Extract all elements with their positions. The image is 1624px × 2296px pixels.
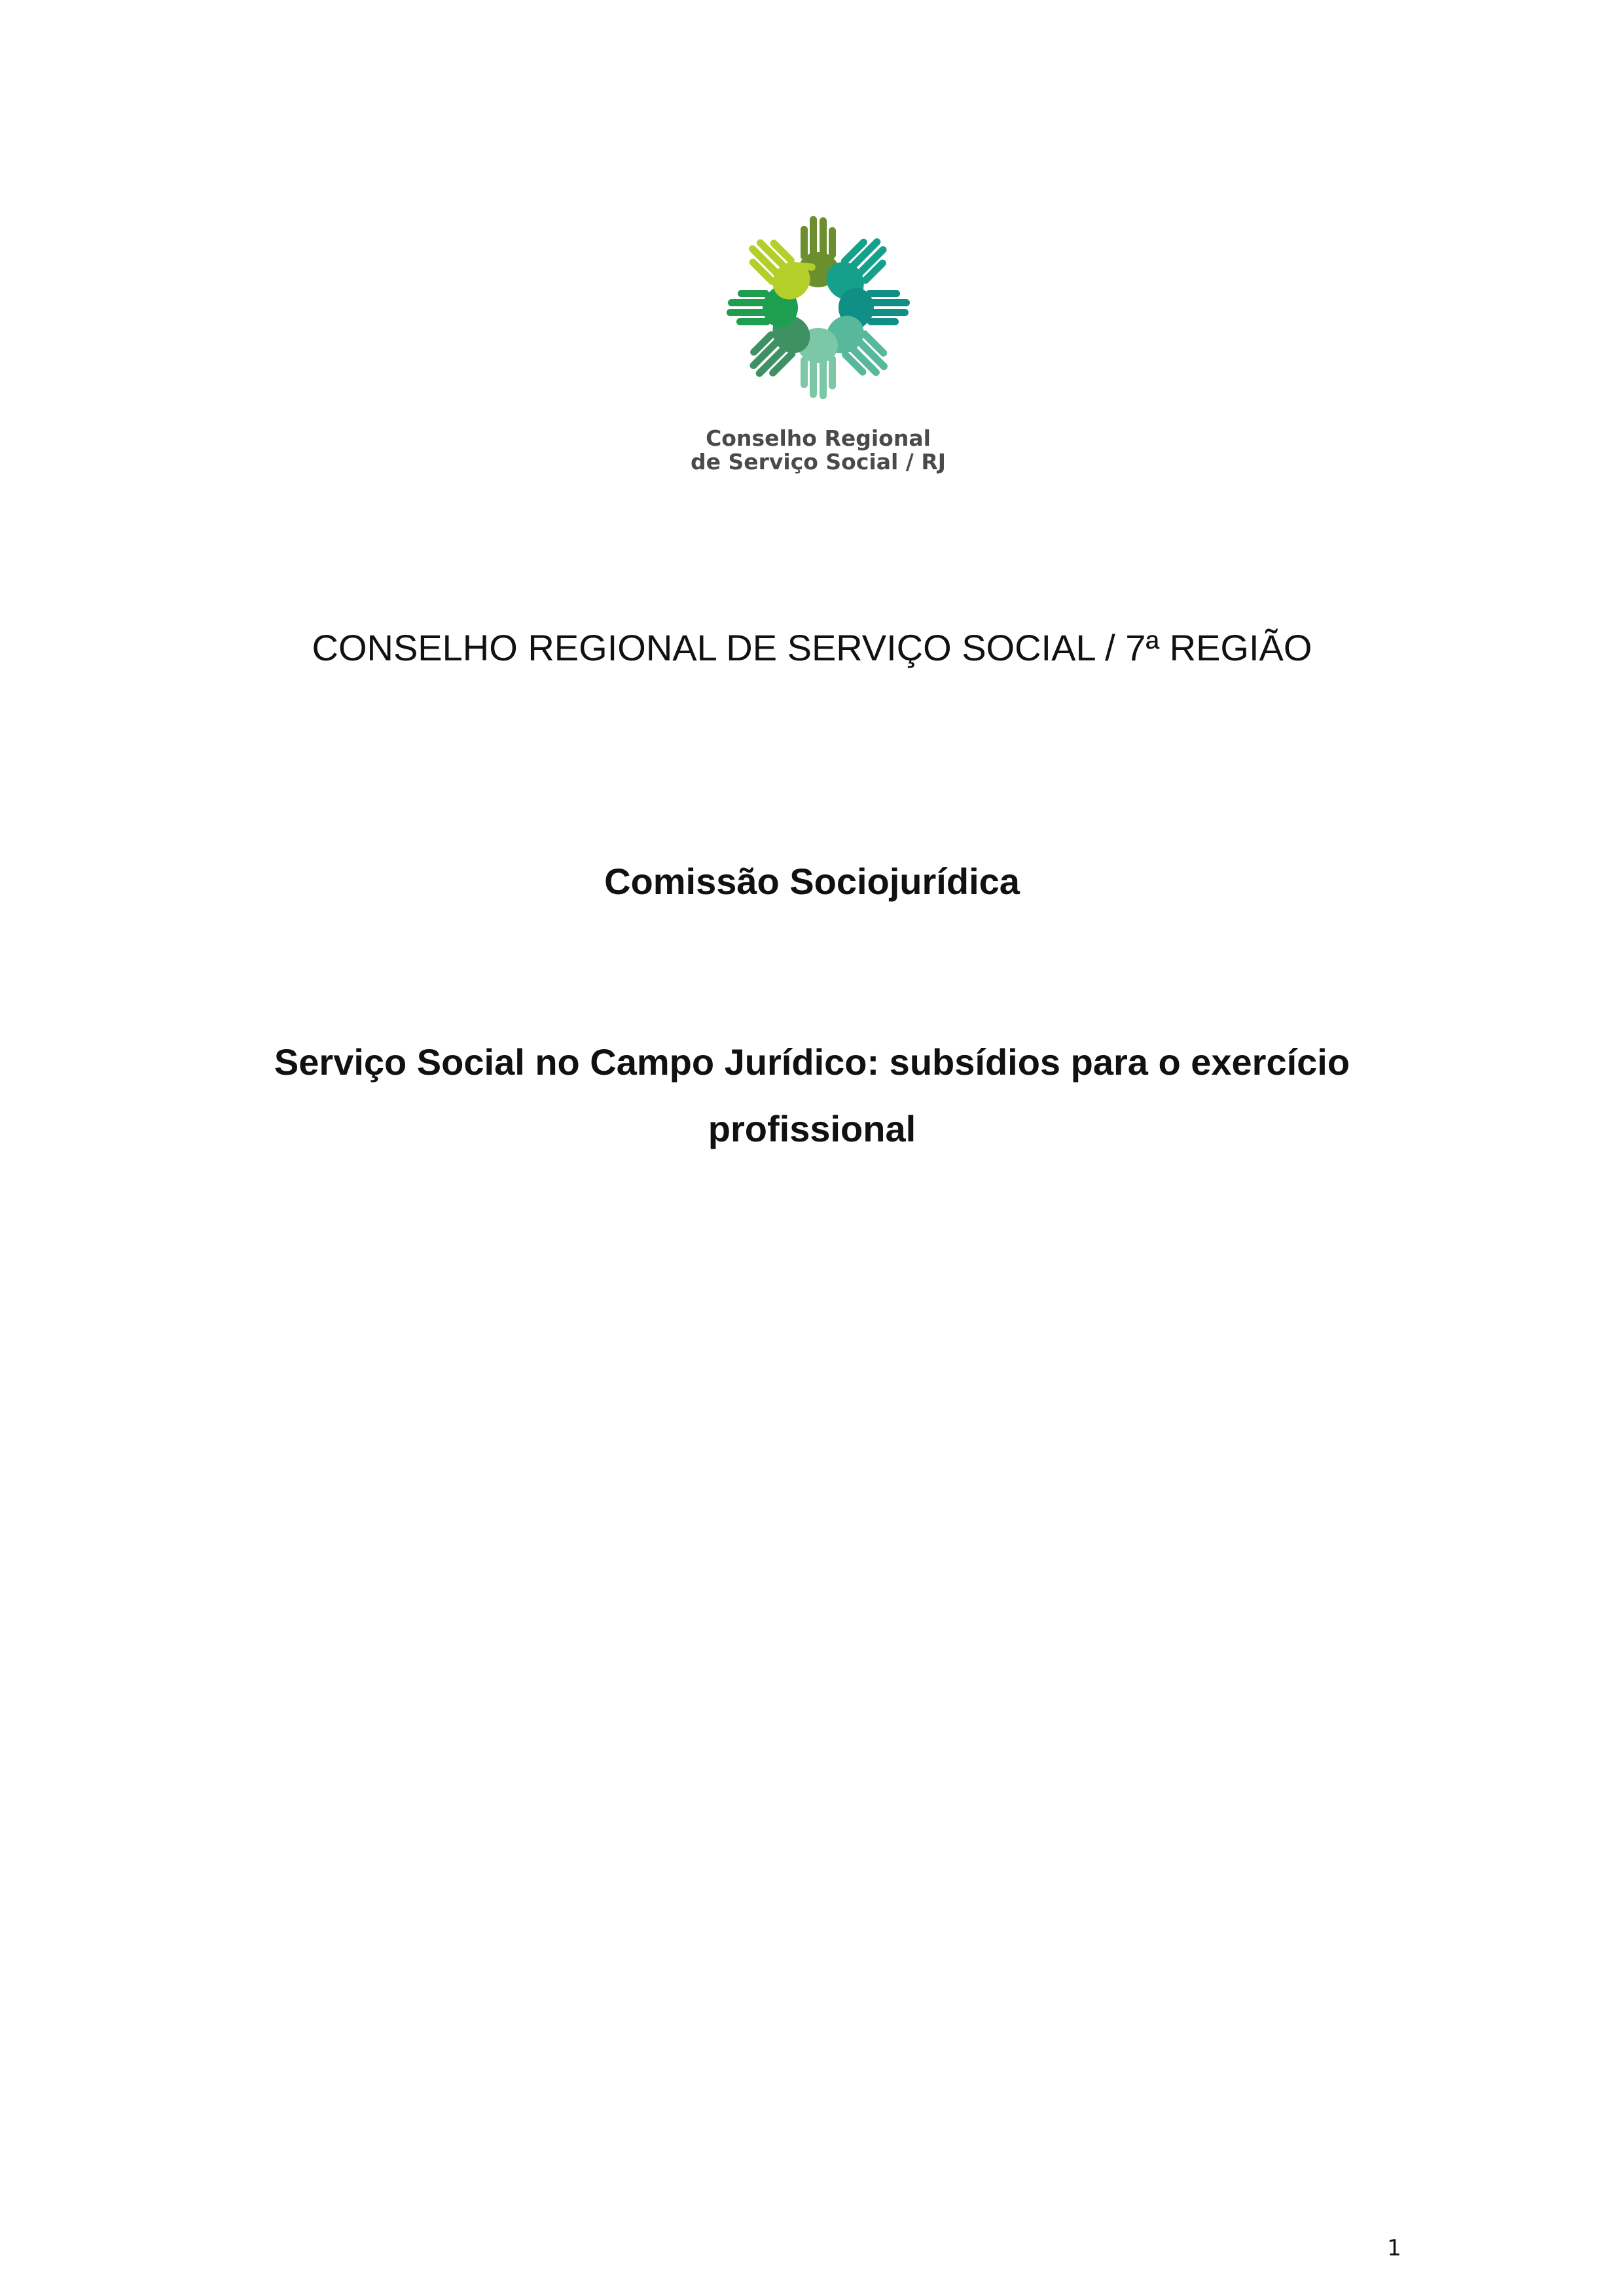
organization-title: CONSELHO REGIONAL DE SERVIÇO SOCIAL / 7ª REGIÃO <box>312 627 1312 668</box>
document-title-line-2: profissional <box>708 1108 916 1149</box>
page-number: 1 <box>1387 2235 1401 2261</box>
document-title <box>196 1029 1428 1162</box>
logo-line-1: Conselho Regional <box>706 425 931 451</box>
logo-line-2: de Serviço Social / RJ <box>690 449 947 475</box>
hands-circle-icon <box>694 183 943 432</box>
cress-rj-logo <box>681 183 956 484</box>
logo-caption <box>681 427 956 474</box>
document-title-line-1: Serviço Social no Campo Jurídico: subsídios para o exercício <box>274 1041 1350 1083</box>
commission-name: Comissão Sociojurídica <box>604 861 1020 902</box>
